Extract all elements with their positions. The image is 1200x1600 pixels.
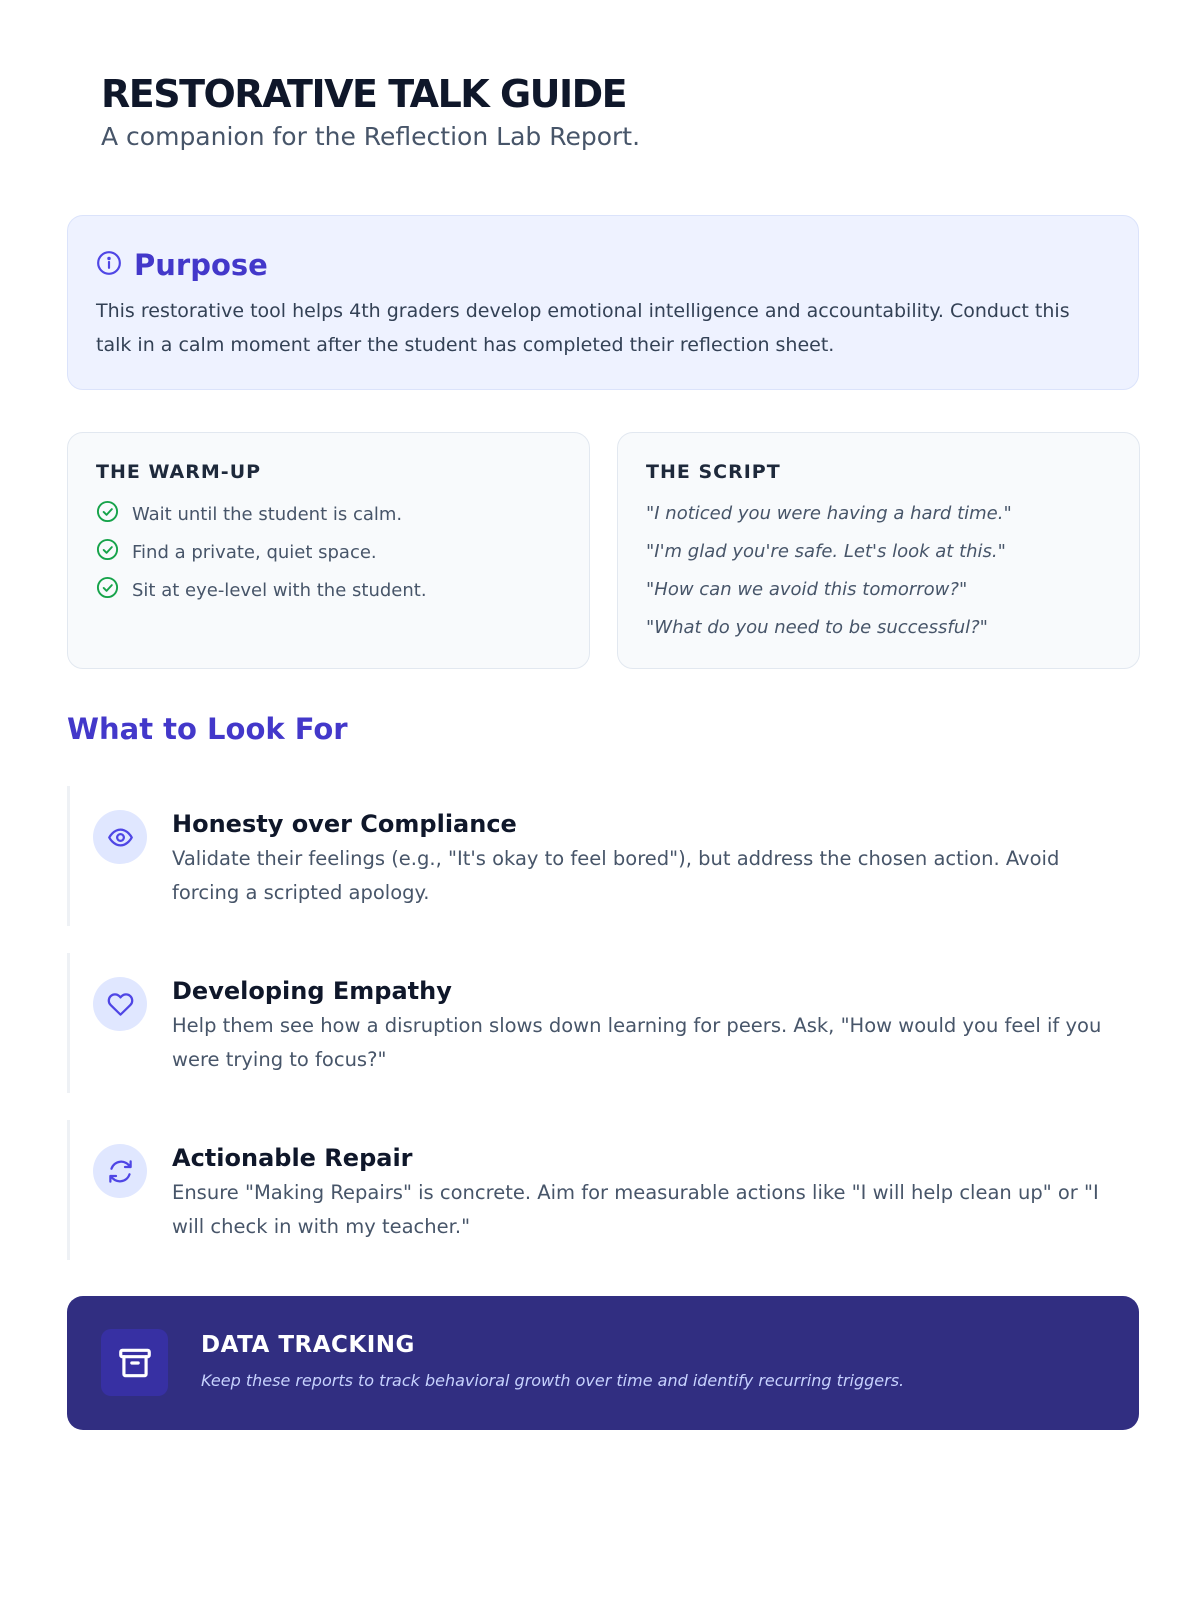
purpose-text: This restorative tool helps 4th graders develop emotional intelligence and accountability. Conduct this talk in a calm moment after the student has completed their reflection sheet.	[96, 300, 1070, 356]
look-for-item	[67, 1120, 1142, 1260]
script-quote: "How can we avoid this tomorrow?"	[646, 579, 968, 600]
warmup-item	[96, 495, 561, 533]
heart-icon	[93, 977, 147, 1031]
look-for-item	[67, 786, 1142, 926]
check-circle-icon	[96, 576, 119, 604]
warmup-item	[96, 533, 561, 571]
page-title: RESTORATIVE TALK GUIDE	[101, 72, 627, 116]
warmup-item	[96, 571, 561, 609]
script-title: THE SCRIPT	[646, 461, 781, 483]
check-circle-icon	[96, 538, 119, 566]
look-for-item-body	[172, 975, 1132, 1077]
look-for-item-text: Help them see how a disruption slows down learning for peers. Ask, "How would you feel if you were trying to focus?"	[172, 1014, 1102, 1071]
banner-title: DATA TRACKING	[201, 1332, 415, 1358]
script-quote: "I'm glad you're safe. Let's look at this."	[646, 541, 1006, 562]
archive-icon	[101, 1329, 168, 1396]
look-for-item-title: Actionable Repair	[172, 1144, 413, 1172]
look-for-item-title: Honesty over Compliance	[172, 810, 517, 838]
data-tracking-banner	[67, 1296, 1139, 1430]
look-for-item-text: Ensure "Making Repairs" is concrete. Aim for measurable actions like "I will help clean up" or "I will check in with my teacher."	[172, 1181, 1099, 1238]
warmup-item-label: Sit at eye-level with the student.	[132, 579, 427, 601]
look-for-item	[67, 953, 1142, 1093]
check-circle-icon	[96, 500, 119, 528]
refresh-icon	[93, 1144, 147, 1198]
script-card	[617, 432, 1140, 669]
eye-icon	[93, 810, 147, 864]
banner-text: Keep these reports to track behavioral growth over time and identify recurring triggers.	[201, 1371, 905, 1390]
look-for-item-text: Validate their feelings (e.g., "It's okay to feel bored"), but address the chosen action. Avoid forcing a scripted apology.	[172, 847, 1060, 904]
script-quote: "I noticed you were having a hard time."	[646, 503, 1012, 524]
warmup-card	[67, 432, 590, 669]
warmup-title: THE WARM-UP	[96, 461, 262, 483]
page-header	[101, 70, 640, 151]
script-quote: "What do you need to be successful?"	[646, 617, 988, 638]
info-icon	[96, 250, 122, 281]
look-for-item-title: Developing Empathy	[172, 977, 452, 1005]
look-for-title: What to Look For	[67, 712, 348, 746]
look-for-item-body	[172, 1142, 1132, 1244]
warmup-item-label: Find a private, quiet space.	[132, 541, 377, 563]
purpose-panel	[67, 215, 1139, 390]
look-for-item-body	[172, 808, 1132, 910]
page-subtitle: A companion for the Reflection Lab Report.	[101, 122, 641, 151]
purpose-title: Purpose	[134, 248, 268, 282]
warmup-item-label: Wait until the student is calm.	[132, 503, 403, 525]
purpose-header	[96, 248, 1110, 282]
